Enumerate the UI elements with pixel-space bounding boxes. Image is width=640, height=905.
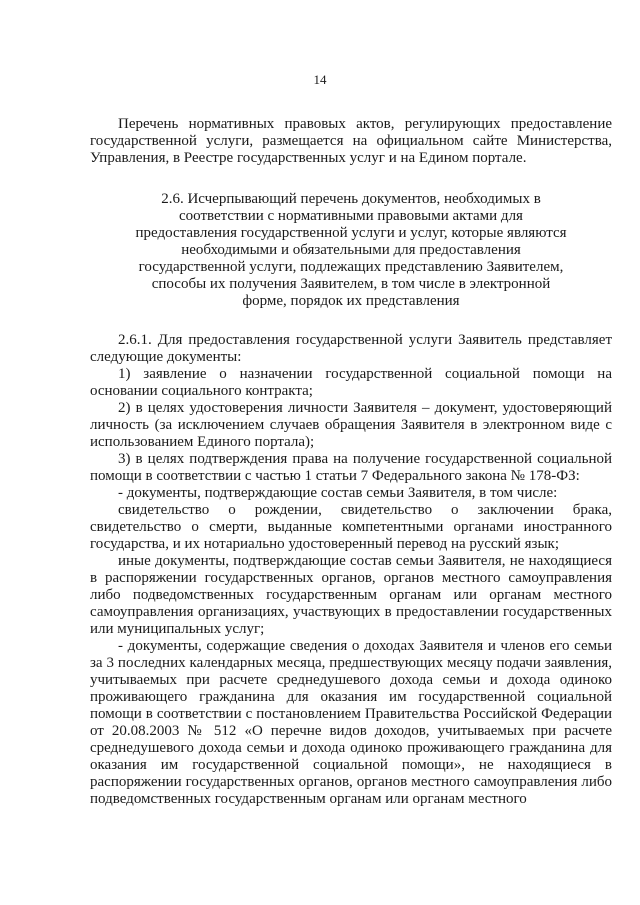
- list-item-1: 1) заявление о назначении государственной социальной помощи на основании социального контракта;: [90, 366, 612, 399]
- sub-item-income-documents: - документы, содержащие сведения о доходах Заявителя и членов его семьи за 3 последних календарных месяца, предшествующих месяцу подачи заявления, учитываемых при расчете среднедушевого дохода семьи и дохода одиноко проживающего гражданина для оказания им государственной социальной помощи в соответствии с постановлением Правительства Российской Федерации от 20.08.2003 № 512 «О перечне видов доходов, учитываемых при расчете среднедушевого дохода семьи и дохода одиноко проживающего гражданина для оказания им государственной социальной помощи», не находящиеся в распоряжении государственных органов, органов местного самоуправления либо подведомственных государственным органам или органам местного: [90, 638, 612, 807]
- list-item-2: 2) в целях удостоверения личности Заявителя – документ, удостоверяющий личность (за исключением случаев обращения Заявителя в электронном виде с использованием Единого портала);: [90, 400, 612, 450]
- intro-paragraph: Перечень нормативных правовых актов, регулирующих предоставление государственной услуги, размещается на официальном сайте Министерства, Управления, в Реестре государственных услуг и на Едином портале.: [90, 116, 612, 166]
- sub-item-certificates: свидетельство о рождении, свидетельство о заключении брака, свидетельство о смерти, выданные компетентными органами иностранного государства, и их нотариально удостоверенный перевод на русский язык;: [90, 502, 612, 552]
- list-item-3: 3) в целях подтверждения права на получение государственной социальной помощи в соответствии с частью 1 статьи 7 Федерального закона № 178-ФЗ:: [90, 451, 612, 484]
- sub-item-other-documents: иные документы, подтверждающие состав семьи Заявителя, не находящиеся в распоряжении государственных органов, органов местного самоуправления либо подведомственных государственным органам или органам местного самоуправления организациях, участвующих в предоставлении государственных или муниципальных услуг;: [90, 553, 612, 637]
- paragraph-2-6-1: 2.6.1. Для предоставления государственной услуги Заявитель представляет следующие документы:: [90, 332, 612, 365]
- sub-item-family-documents: - документы, подтверждающие состав семьи Заявителя, в том числе:: [118, 485, 558, 501]
- document-body: [90, 116, 612, 808]
- page-number: 14: [313, 72, 327, 87]
- section-heading: 2.6. Исчерпывающий перечень документов, необходимых в соответствии с нормативными правовыми актами для предоставления государственной услуги и услуг, которые являются необходимыми и обязательными для предоставления государственной услуги, подлежащих представлению Заявителем, способы их получения Заявителем, в том числе в электронной форме, порядок их представления: [135, 191, 567, 309]
